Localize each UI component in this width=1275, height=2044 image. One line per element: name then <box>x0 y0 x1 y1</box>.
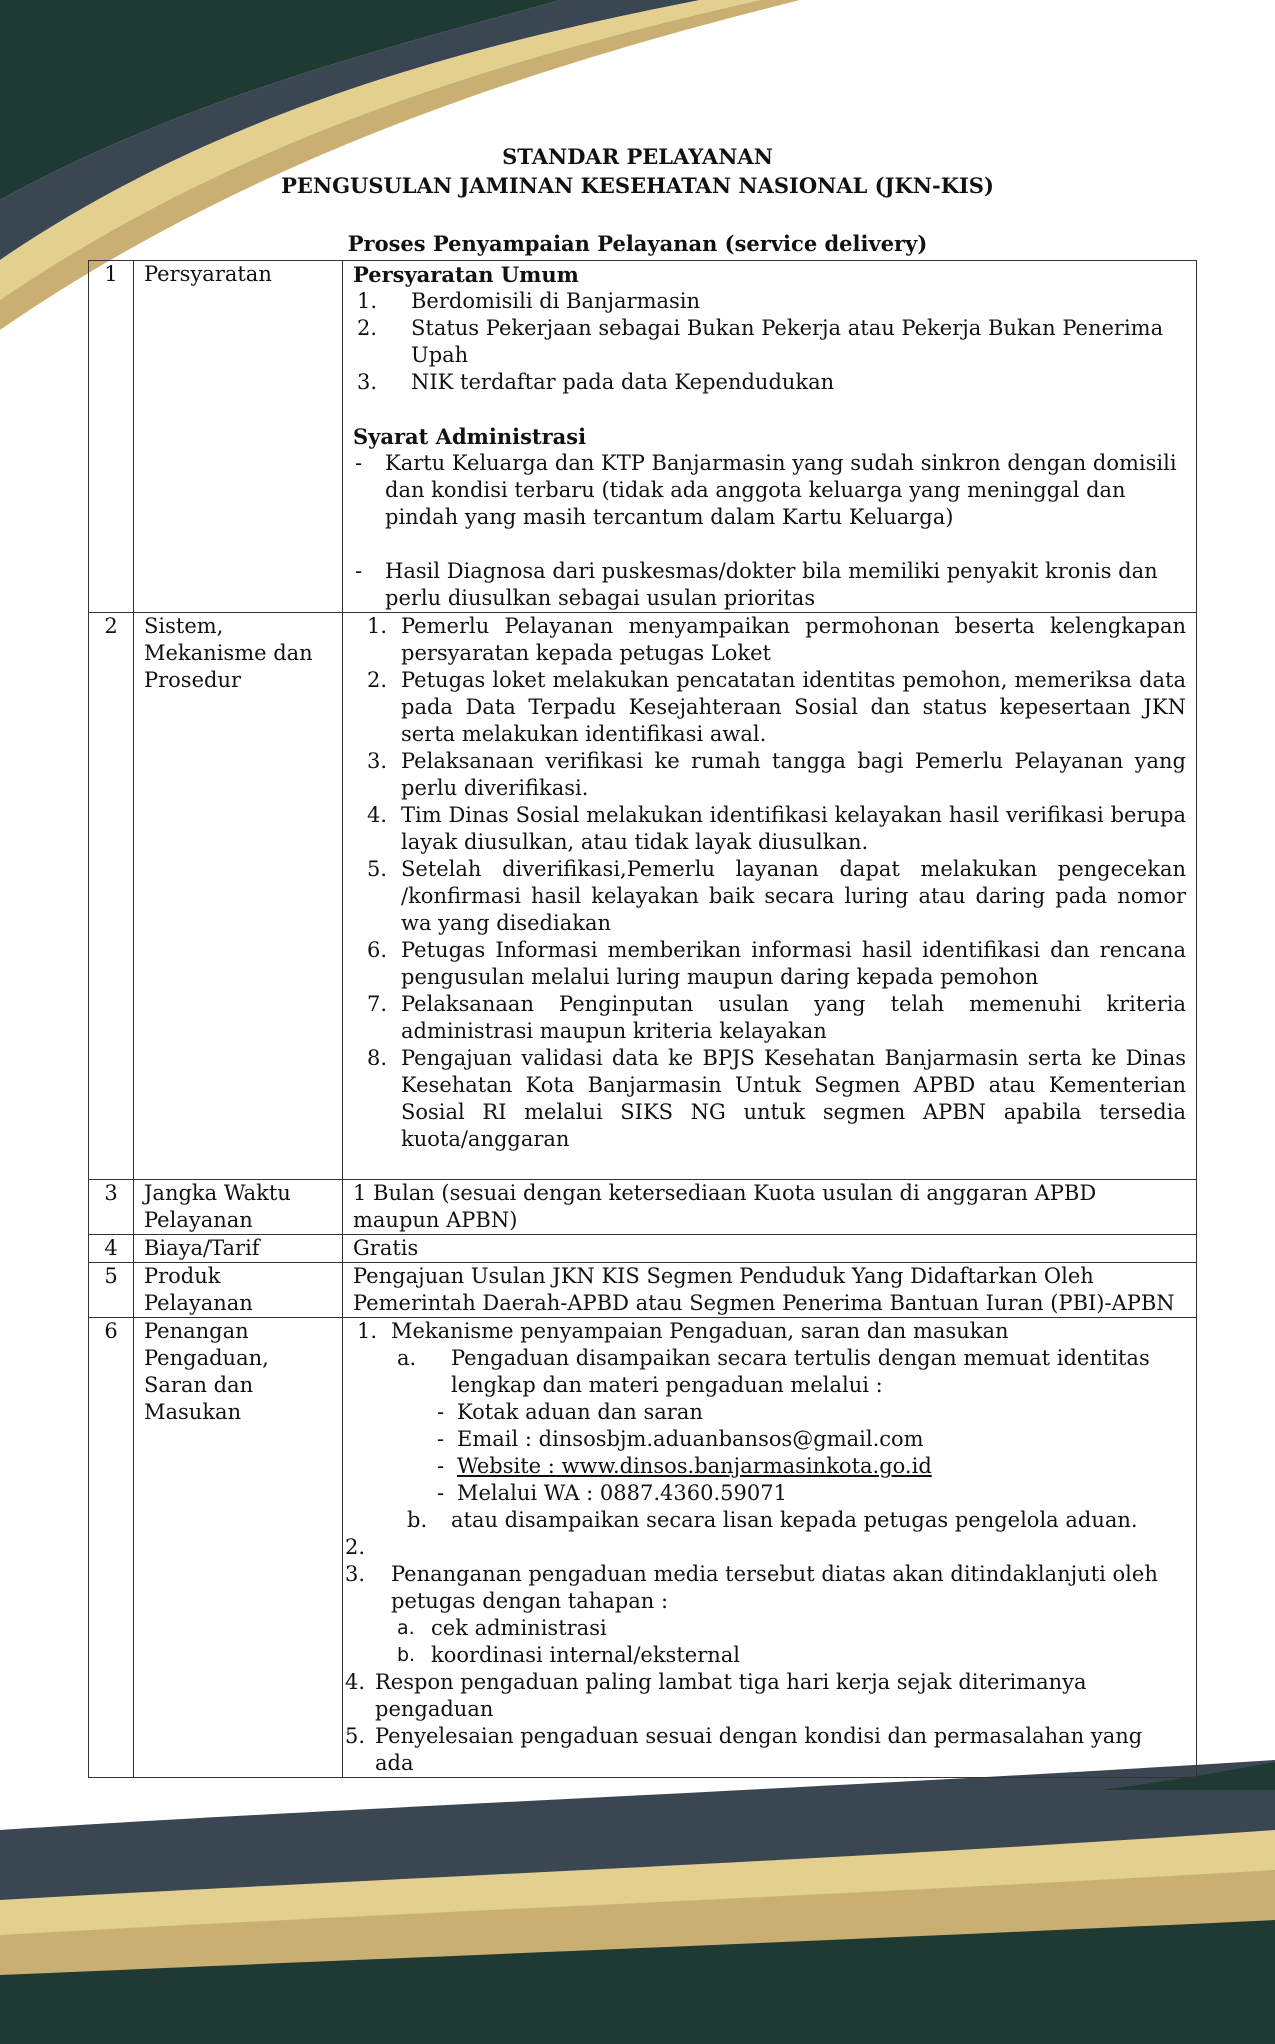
list-item: 2. Petugas loket melakukan pencatatan identitas pemohon, memeriksa data pada Data Terpadu Kesejahteraan Sosial dan status kepesertaan JKN serta melakukan identifikasi awal. <box>367 668 1186 746</box>
complaint-item-5: 5. Penyelesaian pengaduan sesuai dengan kondisi dan permasalahan yang ada <box>345 1724 1143 1775</box>
row-value <box>343 1318 1197 1778</box>
row-number: 6 <box>89 1318 134 1778</box>
list-item: 8. Pengajuan validasi data ke BPJS Kesehatan Banjarmasin serta ke Dinas Kesehatan Kota Banjarmasin Untuk Segmen APBD atau Kementerian Sosial RI melalui SIKS NG untuk segmen APBN apabila tersedia kuota/anggaran <box>367 1046 1186 1151</box>
row-label: Sistem, Mekanisme dan Prosedur <box>134 613 343 1180</box>
row-label: Jangka Waktu Pelayanan <box>134 1180 343 1235</box>
procedure-list <box>353 613 1186 1153</box>
list-item: 5. Setelah diverifikasi,Pemerlu layanan dapat melakukan pengecekan /konfirmasi hasil kelayakan baik secara luring atau daring pada nomor wa yang disediakan <box>367 857 1186 935</box>
row-value: Pengajuan Usulan JKN KIS Segmen Penduduk Yang Didaftarkan Oleh Pemerintah Daerah-APBD atau Segmen Penerima Bantuan Iuran (PBI)-APBN <box>343 1263 1197 1318</box>
row-value: Gratis <box>343 1235 1197 1263</box>
row-label: Persyaratan <box>134 261 343 613</box>
table-row <box>89 1235 1197 1263</box>
list-item: 1. Berdomisili di Banjarmasin <box>357 289 701 313</box>
service-standard-table <box>88 260 1197 1778</box>
complaint-item-3a: a. cek administrasi <box>397 1616 607 1640</box>
list-item: 3. NIK terdaftar pada data Kependudukan <box>357 370 835 394</box>
row-number: 2 <box>89 613 134 1180</box>
row-value <box>343 261 1197 613</box>
row-label: Biaya/Tarif <box>134 1235 343 1263</box>
row-label: Produk Pelayanan <box>134 1263 343 1318</box>
bottom-swoosh <box>0 1760 1275 2044</box>
list-item: 7. Pelaksanaan Penginputan usulan yang telah memenuhi kriteria administrasi maupun kriteria kelayakan <box>367 992 1186 1043</box>
channel-item: - Website : www.dinsos.banjarmasinkota.go.id <box>437 1454 932 1478</box>
complaint-item-3b: b. koordinasi internal/eksternal <box>397 1643 741 1667</box>
channel-item: - Melalui WA : 0887.4360.59071 <box>437 1481 787 1505</box>
row-number: 3 <box>89 1180 134 1235</box>
complaint-item-1: 1. Mekanisme penyampaian Pengaduan, saran dan masukan <box>357 1319 1009 1343</box>
table-row <box>89 1263 1197 1318</box>
row-value <box>343 613 1197 1180</box>
list-item: - Hasil Diagnosa dari puskesmas/dokter bila memiliki penyakit kronis dan perlu diusulkan sebagai usulan prioritas <box>355 559 1158 610</box>
table-row <box>89 261 1197 613</box>
document-title: STANDAR PELAYANAN <box>502 144 773 169</box>
table-row <box>89 1318 1197 1778</box>
table-row <box>89 1180 1197 1235</box>
list-item: 2. Status Pekerjaan sebagai Bukan Pekerja atau Pekerja Bukan Penerima Upah <box>357 316 1164 367</box>
website-link[interactable]: Website : www.dinsos.banjarmasinkota.go.id <box>457 1454 932 1478</box>
section-heading: Proses Penyampaian Pelayanan (service delivery) <box>347 231 928 256</box>
row-label: Penangan Pengaduan, Saran dan Masukan <box>134 1318 343 1778</box>
complaint-item-1b: b. atau disampaikan secara lisan kepada petugas pengelola aduan. <box>407 1508 1138 1532</box>
complaint-item-3: 3. Penanganan pengaduan media tersebut diatas akan ditindaklanjuti oleh petugas dengan tahapan : <box>345 1562 1158 1613</box>
row-value: 1 Bulan (sesuai dengan ketersediaan Kuota usulan di anggaran APBD maupun APBN) <box>343 1180 1197 1235</box>
list-item: 4. Tim Dinas Sosial melakukan identifikasi kelayakan hasil verifikasi berupa layak diusulkan, atau tidak layak diusulkan. <box>367 803 1186 854</box>
admin-requirements-list <box>353 450 1186 612</box>
general-requirements-list <box>353 288 1186 396</box>
row-number: 1 <box>89 261 134 613</box>
channel-item: - Kotak aduan dan saran <box>437 1400 703 1424</box>
document-subtitle: PENGUSULAN JAMINAN KESEHATAN NASIONAL (JKN-KIS) <box>281 173 994 198</box>
complaint-item-1a: a. Pengaduan disampaikan secara tertulis dengan memuat identitas lengkap dan materi pengaduan melalui : <box>397 1346 1150 1397</box>
list-item: - Kartu Keluarga dan KTP Banjarmasin yang sudah sinkron dengan domisili dan kondisi terbaru (tidak ada anggota keluarga yang meninggal dan pindah yang masih tercantum dalam Kartu Keluarga) <box>355 451 1177 529</box>
requirements-general-heading: Persyaratan Umum <box>353 262 579 287</box>
row-number: 4 <box>89 1235 134 1263</box>
complaint-item-4: 4. Respon pengaduan paling lambat tiga hari kerja sejak diterimanya pengaduan <box>345 1670 1087 1721</box>
list-item: 3. Pelaksanaan verifikasi ke rumah tangga bagi Pemerlu Pelayanan yang perlu diverifikasi. <box>367 749 1186 800</box>
list-item: 6. Petugas Informasi memberikan informasi hasil identifikasi dan rencana pengusulan melalui luring maupun daring kepada pemohon <box>367 938 1186 989</box>
requirements-admin-heading: Syarat Administrasi <box>353 424 587 449</box>
complaint-item-2: 2. <box>345 1535 366 1559</box>
list-item: 1. Pemerlu Pelayanan menyampaikan permohonan beserta kelengkapan persyaratan kepada petugas Loket <box>367 614 1186 665</box>
table-row <box>89 613 1197 1180</box>
row-number: 5 <box>89 1263 134 1318</box>
channel-item: - Email : dinsosbjm.aduanbansos@gmail.com <box>437 1427 924 1451</box>
